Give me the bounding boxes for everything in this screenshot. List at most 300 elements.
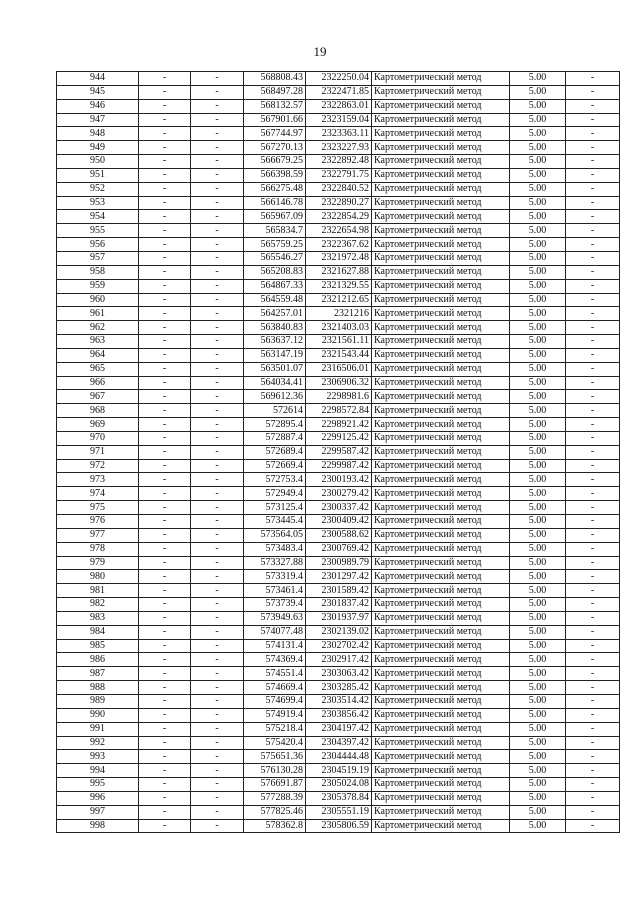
- point-number-cell: 968: [57, 404, 139, 418]
- accuracy-cell: 5.00: [510, 805, 566, 819]
- method-cell: Картометрический метод: [372, 515, 510, 529]
- y-coordinate-cell: 2321543.44: [306, 348, 372, 362]
- y-coordinate-cell: 2300409.42: [306, 515, 372, 529]
- dash-cell: -: [139, 459, 191, 473]
- y-coordinate-cell: 2323227.93: [306, 141, 372, 155]
- y-coordinate-cell: 2321403.03: [306, 321, 372, 335]
- table-row: [57, 335, 620, 349]
- dash-cell: -: [566, 99, 620, 113]
- point-number-cell: 975: [57, 501, 139, 515]
- dash-cell: -: [139, 307, 191, 321]
- accuracy-cell: 5.00: [510, 584, 566, 598]
- point-number-cell: 962: [57, 321, 139, 335]
- point-number-cell: 981: [57, 584, 139, 598]
- x-coordinate-cell: 576130.28: [244, 764, 306, 778]
- dash-cell: -: [191, 85, 244, 99]
- method-cell: Картометрический метод: [372, 224, 510, 238]
- x-coordinate-cell: 572949.4: [244, 487, 306, 501]
- y-coordinate-cell: 2316506.01: [306, 362, 372, 376]
- dash-cell: -: [566, 307, 620, 321]
- dash-cell: -: [566, 182, 620, 196]
- table-row: [57, 611, 620, 625]
- accuracy-cell: 5.00: [510, 459, 566, 473]
- dash-cell: -: [566, 445, 620, 459]
- method-cell: Картометрический метод: [372, 722, 510, 736]
- dash-cell: -: [566, 653, 620, 667]
- dash-cell: -: [139, 362, 191, 376]
- accuracy-cell: 5.00: [510, 611, 566, 625]
- method-cell: Картометрический метод: [372, 307, 510, 321]
- x-coordinate-cell: 572669.4: [244, 459, 306, 473]
- table-row: [57, 182, 620, 196]
- dash-cell: -: [566, 265, 620, 279]
- table-body: [57, 72, 620, 833]
- dash-cell: -: [139, 113, 191, 127]
- dash-cell: -: [191, 459, 244, 473]
- point-number-cell: 994: [57, 764, 139, 778]
- x-coordinate-cell: 572753.4: [244, 473, 306, 487]
- dash-cell: -: [566, 805, 620, 819]
- point-number-cell: 965: [57, 362, 139, 376]
- table-row: [57, 168, 620, 182]
- y-coordinate-cell: 2303856.42: [306, 708, 372, 722]
- dash-cell: -: [566, 708, 620, 722]
- x-coordinate-cell: 575218.4: [244, 722, 306, 736]
- table-row: [57, 85, 620, 99]
- accuracy-cell: 5.00: [510, 708, 566, 722]
- method-cell: Картометрический метод: [372, 778, 510, 792]
- y-coordinate-cell: 2298572.84: [306, 404, 372, 418]
- point-number-cell: 990: [57, 708, 139, 722]
- dash-cell: -: [566, 791, 620, 805]
- x-coordinate-cell: 573949.63: [244, 611, 306, 625]
- table-row: [57, 667, 620, 681]
- table-row: [57, 556, 620, 570]
- method-cell: Картометрический метод: [372, 404, 510, 418]
- point-number-cell: 974: [57, 487, 139, 501]
- table-row: [57, 819, 620, 833]
- dash-cell: -: [566, 141, 620, 155]
- accuracy-cell: 5.00: [510, 667, 566, 681]
- table-row: [57, 487, 620, 501]
- dash-cell: -: [566, 515, 620, 529]
- dash-cell: -: [139, 791, 191, 805]
- accuracy-cell: 5.00: [510, 625, 566, 639]
- method-cell: Картометрический метод: [372, 542, 510, 556]
- x-coordinate-cell: 568497.28: [244, 85, 306, 99]
- table-row: [57, 265, 620, 279]
- dash-cell: -: [566, 459, 620, 473]
- point-number-cell: 963: [57, 335, 139, 349]
- y-coordinate-cell: 2321972.48: [306, 251, 372, 265]
- dash-cell: -: [139, 639, 191, 653]
- table-row: [57, 251, 620, 265]
- dash-cell: -: [191, 639, 244, 653]
- y-coordinate-cell: 2301589.42: [306, 584, 372, 598]
- point-number-cell: 984: [57, 625, 139, 639]
- dash-cell: -: [566, 376, 620, 390]
- table-row: [57, 501, 620, 515]
- accuracy-cell: 5.00: [510, 155, 566, 169]
- table-row: [57, 764, 620, 778]
- point-number-cell: 954: [57, 210, 139, 224]
- dash-cell: -: [139, 348, 191, 362]
- dash-cell: -: [139, 431, 191, 445]
- table-row: [57, 155, 620, 169]
- y-coordinate-cell: 2301837.42: [306, 598, 372, 612]
- table-row: [57, 805, 620, 819]
- table-row: [57, 210, 620, 224]
- dash-cell: -: [191, 445, 244, 459]
- dash-cell: -: [191, 515, 244, 529]
- dash-cell: -: [566, 473, 620, 487]
- dash-cell: -: [139, 473, 191, 487]
- y-coordinate-cell: 2304444.48: [306, 750, 372, 764]
- x-coordinate-cell: 567901.66: [244, 113, 306, 127]
- dash-cell: -: [139, 321, 191, 335]
- accuracy-cell: 5.00: [510, 127, 566, 141]
- table-row: [57, 238, 620, 252]
- x-coordinate-cell: 565759.25: [244, 238, 306, 252]
- dash-cell: -: [566, 611, 620, 625]
- dash-cell: -: [566, 681, 620, 695]
- accuracy-cell: 5.00: [510, 348, 566, 362]
- method-cell: Картометрический метод: [372, 141, 510, 155]
- point-number-cell: 945: [57, 85, 139, 99]
- x-coordinate-cell: 563840.83: [244, 321, 306, 335]
- dash-cell: -: [139, 404, 191, 418]
- dash-cell: -: [566, 251, 620, 265]
- table-row: [57, 736, 620, 750]
- dash-cell: -: [566, 598, 620, 612]
- accuracy-cell: 5.00: [510, 418, 566, 432]
- x-coordinate-cell: 563147.19: [244, 348, 306, 362]
- point-number-cell: 978: [57, 542, 139, 556]
- accuracy-cell: 5.00: [510, 376, 566, 390]
- y-coordinate-cell: 2301297.42: [306, 570, 372, 584]
- point-number-cell: 952: [57, 182, 139, 196]
- accuracy-cell: 5.00: [510, 196, 566, 210]
- point-number-cell: 971: [57, 445, 139, 459]
- dash-cell: -: [566, 722, 620, 736]
- table-row: [57, 390, 620, 404]
- method-cell: Картометрический метод: [372, 418, 510, 432]
- point-number-cell: 948: [57, 127, 139, 141]
- dash-cell: -: [566, 155, 620, 169]
- method-cell: Картометрический метод: [372, 321, 510, 335]
- x-coordinate-cell: 563637.12: [244, 335, 306, 349]
- dash-cell: -: [566, 639, 620, 653]
- dash-cell: -: [566, 584, 620, 598]
- dash-cell: -: [566, 487, 620, 501]
- method-cell: Картометрический метод: [372, 251, 510, 265]
- point-number-cell: 979: [57, 556, 139, 570]
- dash-cell: -: [566, 293, 620, 307]
- y-coordinate-cell: 2303285.42: [306, 681, 372, 695]
- table-row: [57, 570, 620, 584]
- table-row: [57, 72, 620, 86]
- x-coordinate-cell: 573125.4: [244, 501, 306, 515]
- table-row: [57, 750, 620, 764]
- dash-cell: -: [191, 141, 244, 155]
- dash-cell: -: [191, 265, 244, 279]
- accuracy-cell: 5.00: [510, 736, 566, 750]
- dash-cell: -: [191, 362, 244, 376]
- dash-cell: -: [566, 418, 620, 432]
- accuracy-cell: 5.00: [510, 85, 566, 99]
- x-coordinate-cell: 566679.25: [244, 155, 306, 169]
- method-cell: Картометрический метод: [372, 501, 510, 515]
- method-cell: Картометрический метод: [372, 127, 510, 141]
- dash-cell: -: [139, 210, 191, 224]
- table-row: [57, 778, 620, 792]
- page-number: 19: [313, 44, 327, 59]
- accuracy-cell: 5.00: [510, 570, 566, 584]
- point-number-cell: 977: [57, 528, 139, 542]
- dash-cell: -: [566, 570, 620, 584]
- point-number-cell: 982: [57, 598, 139, 612]
- x-coordinate-cell: 577288.39: [244, 791, 306, 805]
- method-cell: Картометрический метод: [372, 168, 510, 182]
- method-cell: Картометрический метод: [372, 155, 510, 169]
- dash-cell: -: [191, 72, 244, 86]
- x-coordinate-cell: 572614: [244, 404, 306, 418]
- dash-cell: -: [191, 404, 244, 418]
- accuracy-cell: 5.00: [510, 598, 566, 612]
- y-coordinate-cell: 2302917.42: [306, 653, 372, 667]
- dash-cell: -: [139, 750, 191, 764]
- accuracy-cell: 5.00: [510, 515, 566, 529]
- dash-cell: -: [191, 528, 244, 542]
- accuracy-cell: 5.00: [510, 307, 566, 321]
- dash-cell: -: [191, 251, 244, 265]
- dash-cell: -: [191, 335, 244, 349]
- accuracy-cell: 5.00: [510, 404, 566, 418]
- accuracy-cell: 5.00: [510, 238, 566, 252]
- y-coordinate-cell: 2302139.02: [306, 625, 372, 639]
- accuracy-cell: 5.00: [510, 750, 566, 764]
- table-row: [57, 196, 620, 210]
- x-coordinate-cell: 568132.57: [244, 99, 306, 113]
- y-coordinate-cell: 2300193.42: [306, 473, 372, 487]
- dash-cell: -: [566, 542, 620, 556]
- point-number-cell: 989: [57, 694, 139, 708]
- point-number-cell: 964: [57, 348, 139, 362]
- dash-cell: -: [191, 279, 244, 293]
- table-row: [57, 362, 620, 376]
- method-cell: Картометрический метод: [372, 85, 510, 99]
- point-number-cell: 944: [57, 72, 139, 86]
- y-coordinate-cell: 2321627.88: [306, 265, 372, 279]
- dash-cell: -: [139, 487, 191, 501]
- dash-cell: -: [566, 819, 620, 833]
- y-coordinate-cell: 2303514.42: [306, 694, 372, 708]
- dash-cell: -: [191, 307, 244, 321]
- dash-cell: -: [139, 722, 191, 736]
- method-cell: Картометрический метод: [372, 736, 510, 750]
- x-coordinate-cell: 564034.41: [244, 376, 306, 390]
- x-coordinate-cell: 572895.4: [244, 418, 306, 432]
- dash-cell: -: [191, 611, 244, 625]
- point-number-cell: 956: [57, 238, 139, 252]
- x-coordinate-cell: 565208.83: [244, 265, 306, 279]
- dash-cell: -: [139, 542, 191, 556]
- accuracy-cell: 5.00: [510, 791, 566, 805]
- accuracy-cell: 5.00: [510, 764, 566, 778]
- dash-cell: -: [191, 598, 244, 612]
- dash-cell: -: [191, 681, 244, 695]
- x-coordinate-cell: 565546.27: [244, 251, 306, 265]
- method-cell: Картометрический метод: [372, 445, 510, 459]
- dash-cell: -: [139, 805, 191, 819]
- dash-cell: -: [566, 625, 620, 639]
- dash-cell: -: [191, 376, 244, 390]
- accuracy-cell: 5.00: [510, 694, 566, 708]
- table-row: [57, 293, 620, 307]
- point-number-cell: 997: [57, 805, 139, 819]
- x-coordinate-cell: 573327.88: [244, 556, 306, 570]
- method-cell: Картометрический метод: [372, 72, 510, 86]
- x-coordinate-cell: 573319.4: [244, 570, 306, 584]
- dash-cell: -: [139, 141, 191, 155]
- method-cell: Картометрический метод: [372, 99, 510, 113]
- dash-cell: -: [191, 390, 244, 404]
- accuracy-cell: 5.00: [510, 542, 566, 556]
- table-row: [57, 113, 620, 127]
- point-number-cell: 998: [57, 819, 139, 833]
- dash-cell: -: [139, 418, 191, 432]
- dash-cell: -: [566, 528, 620, 542]
- table-row: [57, 431, 620, 445]
- accuracy-cell: 5.00: [510, 72, 566, 86]
- accuracy-cell: 5.00: [510, 445, 566, 459]
- x-coordinate-cell: 577825.46: [244, 805, 306, 819]
- x-coordinate-cell: 565834.7: [244, 224, 306, 238]
- dash-cell: -: [139, 515, 191, 529]
- y-coordinate-cell: 2322654.98: [306, 224, 372, 238]
- table-row: [57, 321, 620, 335]
- x-coordinate-cell: 575651.36: [244, 750, 306, 764]
- dash-cell: -: [139, 127, 191, 141]
- method-cell: Картометрический метод: [372, 819, 510, 833]
- dash-cell: -: [566, 210, 620, 224]
- dash-cell: -: [139, 598, 191, 612]
- point-number-cell: 972: [57, 459, 139, 473]
- y-coordinate-cell: 2322367.62: [306, 238, 372, 252]
- method-cell: Картометрический метод: [372, 182, 510, 196]
- dash-cell: -: [566, 279, 620, 293]
- method-cell: Картометрический метод: [372, 667, 510, 681]
- dash-cell: -: [139, 667, 191, 681]
- point-number-cell: 993: [57, 750, 139, 764]
- method-cell: Картометрический метод: [372, 653, 510, 667]
- point-number-cell: 969: [57, 418, 139, 432]
- dash-cell: -: [566, 501, 620, 515]
- dash-cell: -: [566, 72, 620, 86]
- point-number-cell: 986: [57, 653, 139, 667]
- dash-cell: -: [191, 667, 244, 681]
- point-number-cell: 950: [57, 155, 139, 169]
- dash-cell: -: [139, 778, 191, 792]
- dash-cell: -: [139, 265, 191, 279]
- table-row: [57, 542, 620, 556]
- dash-cell: -: [139, 196, 191, 210]
- y-coordinate-cell: 2305806.59: [306, 819, 372, 833]
- dash-cell: -: [139, 251, 191, 265]
- dash-cell: -: [139, 335, 191, 349]
- x-coordinate-cell: 566398.59: [244, 168, 306, 182]
- x-coordinate-cell: 572887.4: [244, 431, 306, 445]
- accuracy-cell: 5.00: [510, 528, 566, 542]
- y-coordinate-cell: 2304519.19: [306, 764, 372, 778]
- x-coordinate-cell: 574551.4: [244, 667, 306, 681]
- method-cell: Картометрический метод: [372, 390, 510, 404]
- point-number-cell: 973: [57, 473, 139, 487]
- x-coordinate-cell: 573564.05: [244, 528, 306, 542]
- dash-cell: -: [139, 708, 191, 722]
- y-coordinate-cell: 2321212.65: [306, 293, 372, 307]
- dash-cell: -: [139, 819, 191, 833]
- table-row: [57, 459, 620, 473]
- table-row: [57, 639, 620, 653]
- dash-cell: -: [566, 348, 620, 362]
- dash-cell: -: [566, 168, 620, 182]
- dash-cell: -: [139, 625, 191, 639]
- dash-cell: -: [566, 390, 620, 404]
- y-coordinate-cell: 2322791.75: [306, 168, 372, 182]
- x-coordinate-cell: 566275.48: [244, 182, 306, 196]
- dash-cell: -: [566, 127, 620, 141]
- accuracy-cell: 5.00: [510, 141, 566, 155]
- y-coordinate-cell: 2322854.29: [306, 210, 372, 224]
- x-coordinate-cell: 574077.48: [244, 625, 306, 639]
- method-cell: Картометрический метод: [372, 279, 510, 293]
- y-coordinate-cell: 2322890.27: [306, 196, 372, 210]
- accuracy-cell: 5.00: [510, 224, 566, 238]
- accuracy-cell: 5.00: [510, 556, 566, 570]
- x-coordinate-cell: 576691.87: [244, 778, 306, 792]
- x-coordinate-cell: 574699.4: [244, 694, 306, 708]
- dash-cell: -: [191, 113, 244, 127]
- dash-cell: -: [139, 694, 191, 708]
- point-number-cell: 967: [57, 390, 139, 404]
- x-coordinate-cell: 573483.4: [244, 542, 306, 556]
- method-cell: Картометрический метод: [372, 238, 510, 252]
- method-cell: Картометрический метод: [372, 556, 510, 570]
- x-coordinate-cell: 567270.13: [244, 141, 306, 155]
- table-row: [57, 681, 620, 695]
- point-number-cell: 949: [57, 141, 139, 155]
- dash-cell: -: [566, 764, 620, 778]
- y-coordinate-cell: 2303063.42: [306, 667, 372, 681]
- dash-cell: -: [191, 750, 244, 764]
- dash-cell: -: [566, 431, 620, 445]
- accuracy-cell: 5.00: [510, 113, 566, 127]
- method-cell: Картометрический метод: [372, 473, 510, 487]
- table-row: [57, 473, 620, 487]
- y-coordinate-cell: 2304397.42: [306, 736, 372, 750]
- dash-cell: -: [566, 321, 620, 335]
- coordinates-table: [56, 71, 620, 833]
- y-coordinate-cell: 2299587.42: [306, 445, 372, 459]
- dash-cell: -: [191, 155, 244, 169]
- dash-cell: -: [566, 778, 620, 792]
- point-number-cell: 976: [57, 515, 139, 529]
- dash-cell: -: [191, 778, 244, 792]
- dash-cell: -: [191, 708, 244, 722]
- method-cell: Картометрический метод: [372, 362, 510, 376]
- dash-cell: -: [139, 99, 191, 113]
